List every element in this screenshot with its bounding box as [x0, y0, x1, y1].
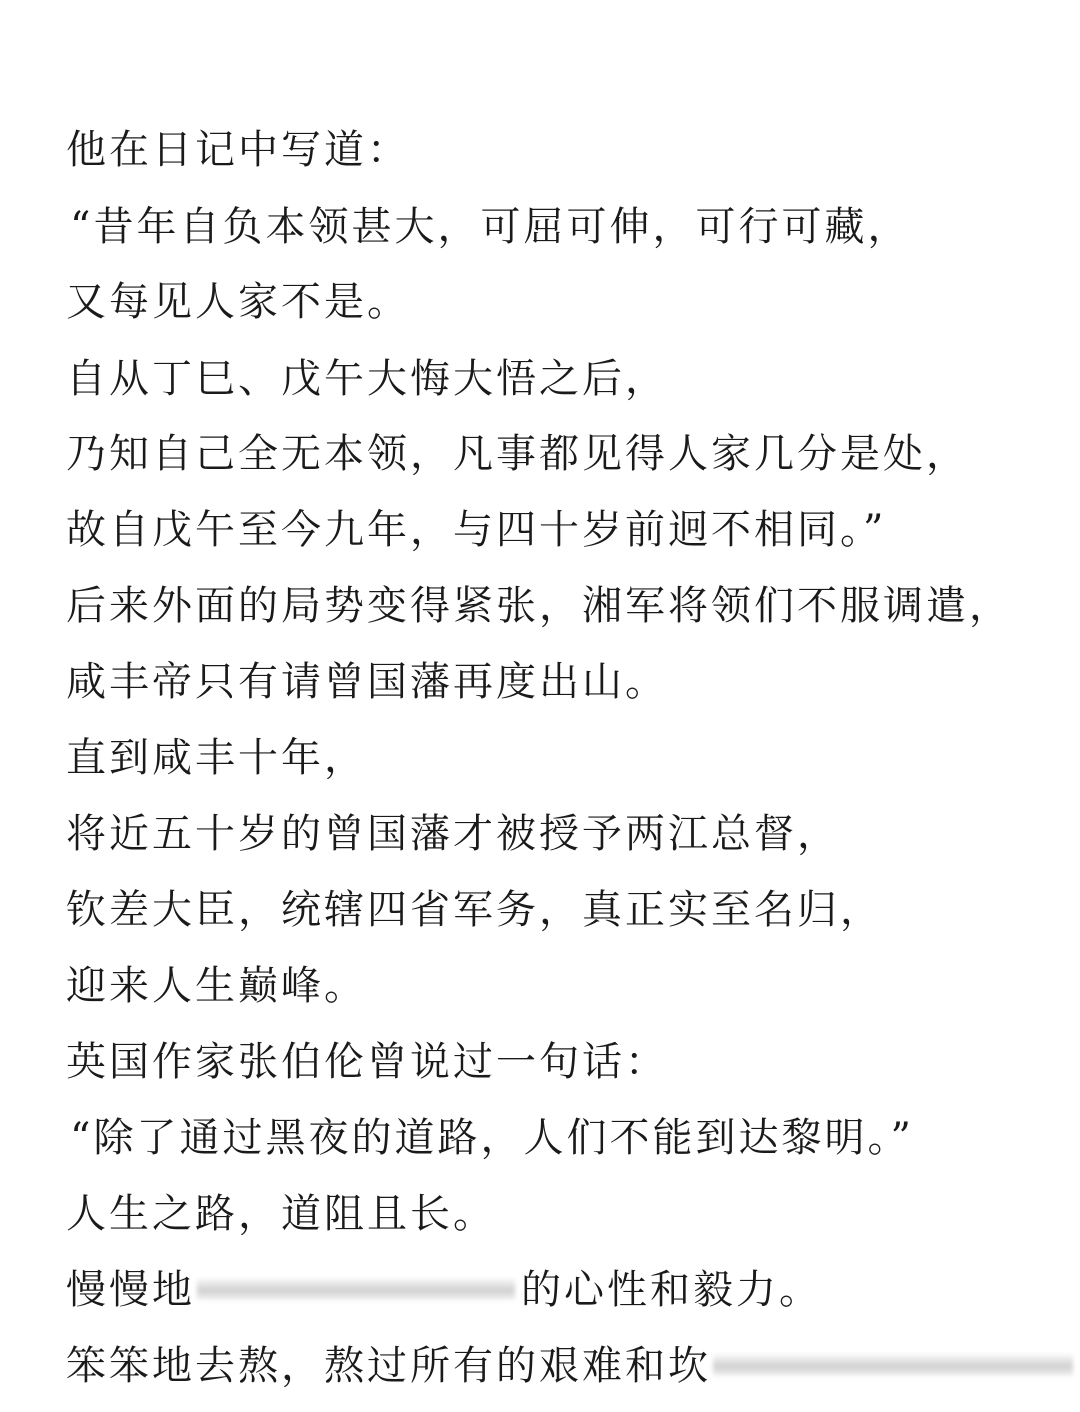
blurred-redaction-tail: [713, 1354, 1073, 1376]
text-line-7: 后来外面的局势变得紧张，湘军将领们不服调遣，: [66, 583, 1012, 629]
text-line-8: 咸丰帝只有请曾国藩再度出山。: [66, 659, 668, 705]
text-line-15: 人生之路，道阻且长。: [66, 1191, 496, 1237]
text-line-12: 迎来人生巅峰。: [66, 963, 367, 1009]
text-line-17: [66, 1336, 1073, 1396]
line16-start-text: 慢慢地: [66, 1267, 195, 1313]
text-line-1: 他在日记中写道：: [66, 127, 410, 173]
text-line-13: 英国作家张伯伦曾说过一句话：: [66, 1039, 668, 1085]
text-line-3: 又每见人家不是。: [66, 279, 410, 325]
text-line-16: [66, 1260, 822, 1320]
text-line-6: 故自戊午至今九年，与四十岁前迥不相同。”: [66, 507, 887, 553]
text-line-10: 将近五十岁的曾国藩才被授予两江总督，: [66, 811, 840, 857]
line16-end-text: 的心性和毅力。: [521, 1267, 822, 1313]
text-line-9: 直到咸丰十年，: [66, 735, 367, 781]
text-line-11: 钦差大臣，统辖四省军务，真正实至名归，: [66, 887, 883, 933]
text-line-14: “除了通过黑夜的道路，人们不能到达黎明。”: [70, 1115, 914, 1161]
blurred-redaction: [197, 1278, 515, 1300]
text-line-4: 自从丁巳、戊午大悔大悟之后，: [66, 356, 668, 402]
text-line-5: 乃知自己全无本领，凡事都见得人家几分是处，: [66, 431, 969, 477]
line17-start-text: 笨笨地去熬，熬过所有的艰难和坎: [66, 1343, 711, 1389]
text-line-2: “昔年自负本领甚大，可屈可伸，可行可藏，: [70, 204, 911, 250]
